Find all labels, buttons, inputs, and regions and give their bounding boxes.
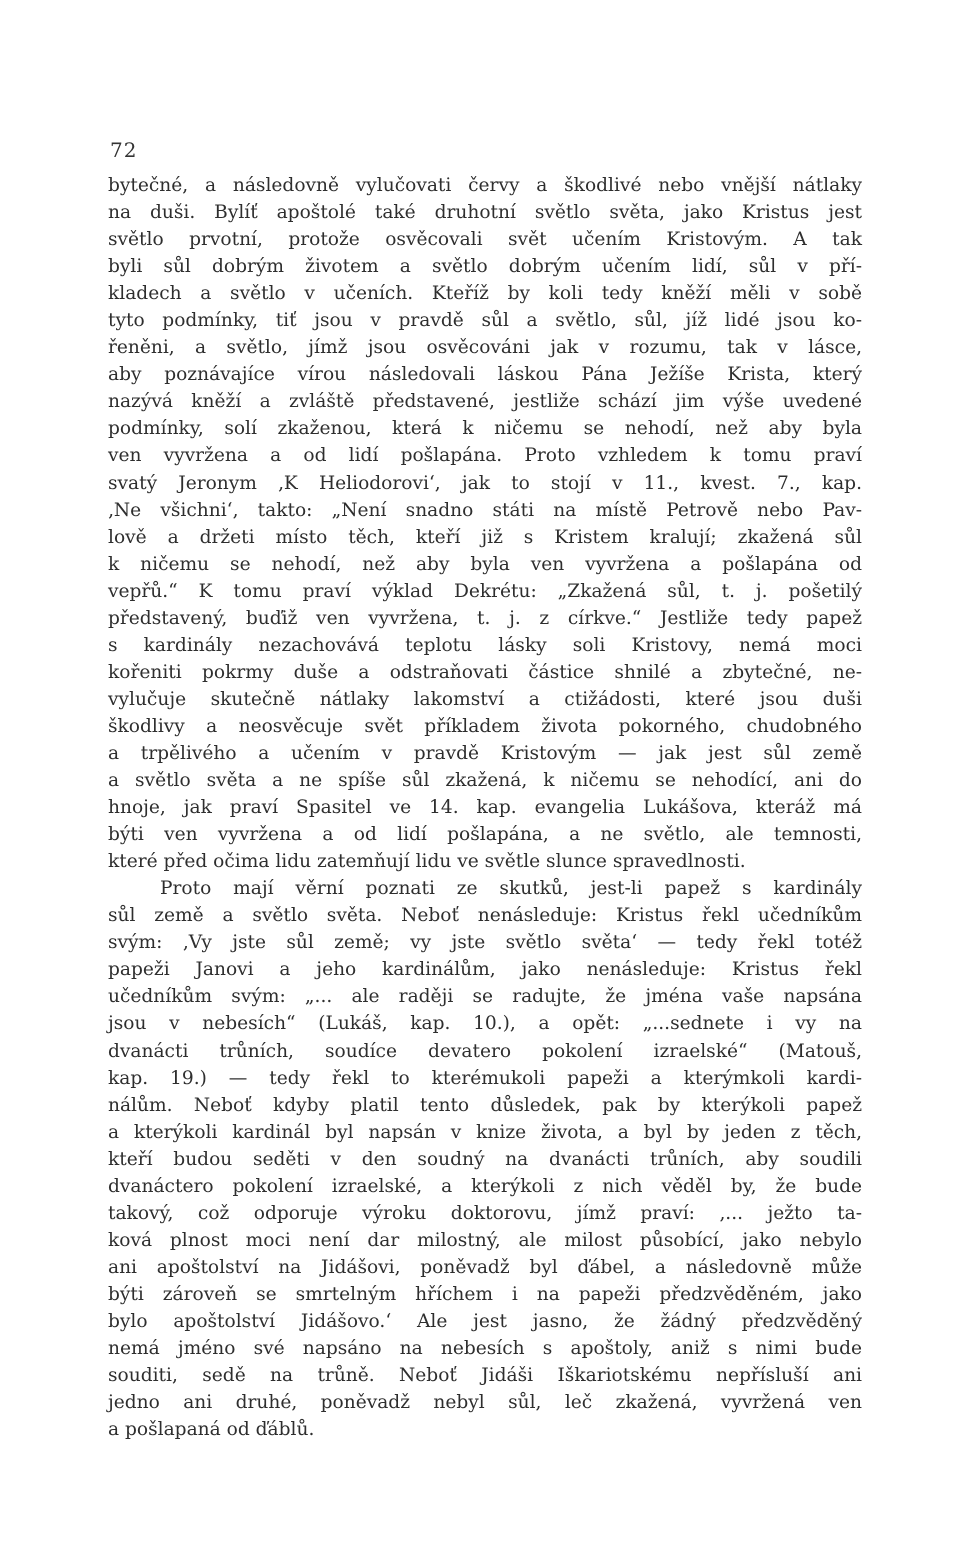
text-line: svým: ‚Vy jste sůl země; vy jste světlo světa‘ — tedy řekl totéž: [108, 932, 862, 954]
text-line: dvanácti trůních, soudíce devatero pokolení izraelské“ (Matouš,: [108, 1040, 862, 1062]
text-line: a trpělivého a učením v pravdě Kristovým — jak jest sůl země: [108, 742, 862, 764]
text-line: světlo prvotní, protože osvěcovali svět učením Kristovým. A tak: [108, 229, 862, 251]
text-line: ková plnost moci není dar milostný, ale milost působící, jako nebylo: [108, 1229, 862, 1251]
text-line: na duši. Bylíť apoštolé také druhotní světlo světa, jako Kristus jest: [108, 202, 862, 224]
text-line: jsou v nebesích“ (Lukáš, kap. 10.), a opět: „...sednete i vy na: [108, 1013, 862, 1035]
text-line: škodlivy a neosvěcuje svět příkladem života pokorného, chudobného: [108, 715, 862, 737]
text-line: kladech a světlo v učeních. Kteříž by koli tedy kněží měli v sobě: [108, 283, 862, 305]
text-line: ani apoštolství na Jidášovi, poněvadž byl ďábel, a následovně může: [108, 1256, 862, 1278]
text-line: řeněni, a světlo, jímž jsou osvěcováni jak v rozumu, tak v lásce,: [108, 337, 862, 359]
text-line: býti ven vyvržena a od lidí pošlapána, a ne světlo, ale temnosti,: [108, 824, 862, 846]
text-line: aby poznávajíce vírou následovali láskou Pána Ježíše Krista, který: [108, 364, 862, 386]
text-line: býti zároveň se smrtelným hříchem i na papeži předzvěděném, jako: [108, 1283, 862, 1305]
page-number: 72: [110, 138, 138, 162]
text-line: nálům. Neboť kdyby platil tento důsledek, pak by kterýkoli papež: [108, 1094, 862, 1116]
text-line: kap. 19.) — tedy řekl to kterémukoli papeži a kterýmkoli kardi-: [108, 1067, 862, 1089]
text-line: podmínky, solí zkaženou, která k ničemu se nehodí, než aby byla: [108, 418, 862, 440]
text-line: papeži Janovi a jeho kardinálům, jako nenásleduje: Kristus řekl: [108, 959, 862, 981]
text-line: nazývá kněží a zvláště představené, jestliže schází jim výše uvedené: [108, 391, 862, 413]
text-line: s kardinály nezachovává teplotu lásky soli Kristovy, nemá moci: [108, 634, 862, 656]
text-line: Proto mají věrní poznati ze skutků, jest-li papež s kardinály: [160, 878, 862, 900]
text-line: svatý Jeronym ‚K Heliodorovi‘, jak to stojí v 11., kvest. 7., kap.: [108, 472, 862, 494]
text-line: učedníkům svým: „... ale raději se radujte, že jména vaše napsána: [108, 986, 862, 1008]
text-line: představený, buďiž ven vyvržena, t. j. z církve.“ Jestliže tedy papež: [108, 607, 862, 629]
text-line: ven vyvržena a od lidí pošlapána. Proto vzhledem k tomu praví: [108, 445, 862, 467]
text-line: tyto podmínky, tiť jsou v pravdě sůl a světlo, sůl, jíž lidé jsou ko-: [108, 310, 862, 332]
text-line: kořeniti pokrmy duše a odstraňovati částice shnilé a zbytečné, ne-: [108, 661, 862, 683]
text-line: souditi, sedě na trůně. Neboť Jidáši Iškariotskému nepřísluší ani: [108, 1365, 862, 1387]
text-line: a pošlapaná od ďáblů.: [108, 1419, 315, 1441]
text-line: jedno ani druhé, poněvadž nebyl sůl, leč zkažená, vyvržená ven: [108, 1392, 862, 1414]
text-line: bytečné, a následovně vylučovati červy a škodlivé nebo vnější nátlaky: [108, 175, 862, 196]
text-line: a kterýkoli kardinál byl napsán v knize života, a byl by jeden z těch,: [108, 1121, 862, 1143]
text-line: bylo apoštolství Jidášovo.‘ Ale jest jasno, že žádný předzvěděný: [108, 1310, 862, 1332]
text-line: hnoje, jak praví Spasitel ve 14. kap. evangelia Lukášova, kteráž má: [108, 797, 862, 819]
text-line: vepřů.“ K tomu praví výklad Dekrétu: „Zkažená sůl, t. j. pošetilý: [108, 580, 862, 602]
text-line: nemá jméno své napsáno na nebesích s apoštoly, aniž s nimi bude: [108, 1338, 862, 1360]
text-line: takový, což odporuje výroku doktorovu, jímž praví: ‚... ježto ta-: [108, 1202, 862, 1224]
text-line: které před očima lidu zatemňují lidu ve světle slunce spravedlnosti.: [108, 851, 746, 873]
text-line: a světlo světa a ne spíše sůl zkažená, k ničemu se nehodící, ani do: [108, 770, 862, 792]
text-line: dvanáctero pokolení izraelské, a kterýkoli z nich věděl by, že bude: [108, 1175, 862, 1197]
text-line: k ničemu se nehodí, než aby byla ven vyvržena a pošlapána od: [108, 553, 862, 575]
text-line: kteří budou seděti v den soudný na dvanácti trůních, aby soudili: [108, 1148, 862, 1170]
text-line: vylučuje skutečně nátlaky lakomství a ctižádosti, které jsou duši: [108, 688, 862, 710]
text-line: byli sůl dobrým životem a světlo dobrým učením lidí, sůl v pří-: [108, 256, 862, 278]
text-line: sůl země a světlo světa. Neboť nenásleduje: Kristus řekl učedníkům: [108, 905, 862, 927]
text-line: lově a držeti místo těch, kteří již s Kristem kralují; zkažená sůl: [108, 526, 862, 548]
text-line: ‚Ne všichni‘, takto: „Není snadno státi na místě Petrově nebo Pav-: [108, 499, 862, 521]
body-text: [108, 172, 862, 1443]
